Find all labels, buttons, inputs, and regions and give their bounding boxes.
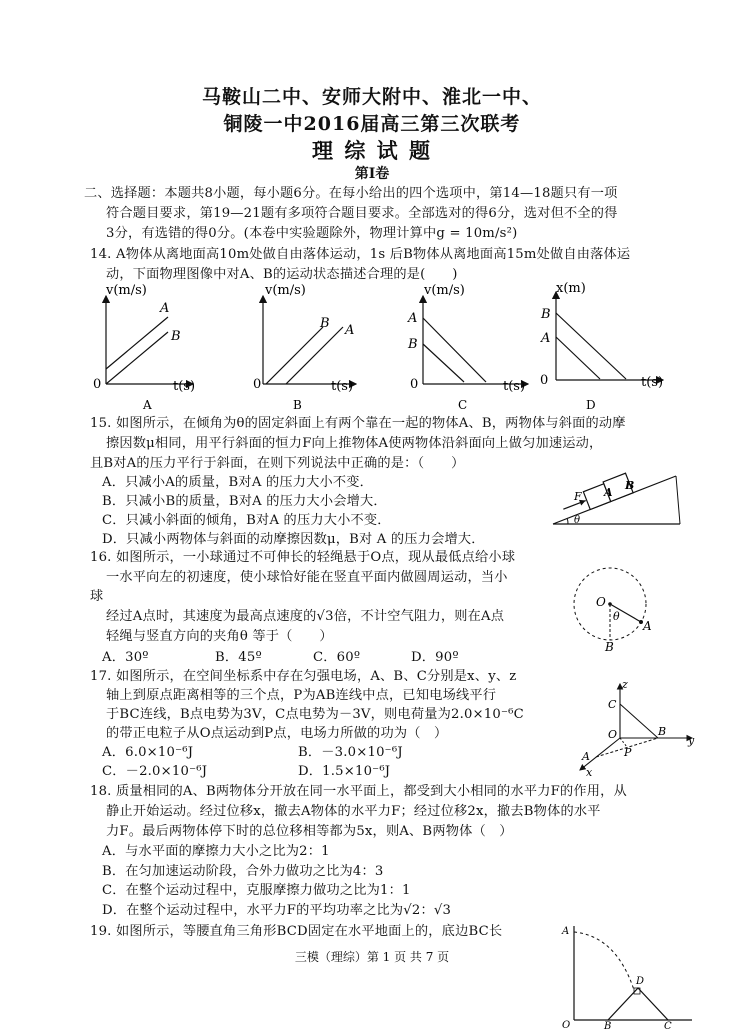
q16-fig-o: O bbox=[596, 595, 606, 609]
graph-a-origin: 0 bbox=[93, 377, 102, 392]
q15-line2: 擦因数μ相同，用平行斜面的恒力F向上推物体A使两物体沿斜面向上做匀加速运动， bbox=[106, 436, 603, 451]
q17-fig-p: P bbox=[624, 746, 632, 759]
q14-line1: 14. A物体从离地面高10m处做自由落体运动，1s 后B物体从离地面高15m处做自由落体运 bbox=[90, 247, 631, 262]
q16-fig-theta: θ bbox=[613, 610, 620, 623]
q16-fig-b: B bbox=[605, 640, 614, 652]
q15-option-c: C．只减小斜面的倾角，B对A 的压力大小不变． bbox=[102, 513, 391, 528]
q14-line2: 动，下面物理图像中对A、B的运动状态描述合理的是( ) bbox=[106, 267, 458, 282]
q18-option-a: A．与水平面的摩擦力大小之比为2：1 bbox=[102, 844, 330, 859]
q15-fig-a: A bbox=[604, 486, 613, 499]
graph-a-ylabel: v(m/s) bbox=[106, 283, 147, 298]
q16-line5: 轻绳与竖直方向的夹角θ 等于（ ） bbox=[106, 629, 333, 644]
q16-option-b: B．45º bbox=[215, 650, 262, 665]
q19-fig-d: D bbox=[636, 976, 645, 987]
graph-d-origin: 0 bbox=[540, 373, 549, 388]
graph-d-label-b: B bbox=[541, 307, 551, 322]
graph-a bbox=[93, 283, 195, 394]
graph-a-label-b: B bbox=[171, 329, 181, 344]
q19-fig-c: C bbox=[664, 1021, 672, 1030]
q17-fig-y: y bbox=[688, 734, 695, 747]
graph-b bbox=[253, 283, 356, 394]
graph-d-label-a: A bbox=[541, 331, 551, 346]
graph-b-label-a: A bbox=[345, 323, 355, 338]
graph-b-origin: 0 bbox=[253, 377, 262, 392]
q16-line3: 球 bbox=[90, 589, 104, 604]
q18-line1: 18. 质量相同的A、B两物体分开放在同一水平面上，都受到大小相同的水平力F的作用，从 bbox=[90, 784, 627, 799]
q17-axes-figure bbox=[570, 678, 700, 782]
q15-fig-theta: θ bbox=[574, 515, 581, 526]
exam-subject: 理 综 试 题 bbox=[312, 138, 432, 163]
exam-title-line1: 马鞍山二中、安师大附中、淮北一中、 bbox=[201, 86, 542, 108]
graph-b-ylabel: v(m/s) bbox=[265, 283, 306, 298]
q16-option-d: D．90º bbox=[411, 650, 459, 665]
graph-c-origin: 0 bbox=[410, 377, 419, 392]
q16-option-c: C．60º bbox=[313, 650, 361, 665]
graph-a-label-a: A bbox=[160, 301, 170, 316]
graph-caption-c: C bbox=[458, 398, 468, 412]
graph-d-xlabel: t(s) bbox=[641, 375, 664, 390]
q15-option-b: B．只减小B的质量，B对A 的压力大小会增大． bbox=[102, 494, 387, 509]
graph-c-label-b: B bbox=[408, 337, 418, 352]
q17-option-c: C．－2.0×10⁻⁶J bbox=[102, 764, 208, 779]
q16-circle-figure bbox=[565, 560, 665, 652]
section-line2: 符合题目要求，第19—21题有多项符合题目要求。全部选对的得6分，选对但不全的得 bbox=[106, 206, 618, 221]
q17-fig-c: C bbox=[608, 698, 617, 711]
graph-c-ylabel: v(m/s) bbox=[424, 283, 465, 298]
q16-line1: 16. 如图所示，一小球通过不可伸长的轻绳悬于O点，现从最低点给小球 bbox=[90, 550, 516, 565]
section-line3: 3分，有选错的得0分。(本卷中实验题除外，物理计算中g = 10m/s²) bbox=[106, 226, 518, 241]
q17-option-a: A．6.0×10⁻⁶J bbox=[102, 745, 194, 760]
q15-option-d: D．只减小两物体与斜面的动摩擦因数μ，B对 A 的压力会增大． bbox=[102, 532, 485, 547]
q16-fig-a: A bbox=[643, 619, 652, 633]
q15-fig-b: B bbox=[625, 479, 635, 492]
q17-line2: 轴上到原点距离相等的三个点，P为AB连线中点，已知电场线平行 bbox=[106, 688, 497, 703]
exam-volume: 第Ⅰ卷 bbox=[354, 166, 390, 182]
q14-graphs bbox=[88, 282, 688, 414]
q18-line3: 力F。最后两物体停下时的总位移相等都为5x，则A、B两物体（ ） bbox=[106, 824, 513, 839]
q17-fig-b: B bbox=[658, 725, 667, 738]
section-line1: 二、选择题：本题共8小题，每小题6分。在每小给出的四个选项中，第14—18题只有一项 bbox=[84, 186, 618, 201]
q19-triangle-figure bbox=[556, 924, 696, 1030]
q17-option-b: B．－3.0×10⁻⁶J bbox=[298, 745, 403, 760]
q17-fig-a: A bbox=[582, 750, 590, 763]
graph-c-label-a: A bbox=[408, 311, 418, 326]
graph-b-label-b: B bbox=[320, 316, 330, 331]
q15-incline-figure bbox=[548, 462, 688, 530]
q18-line2: 静止开始运动。经过位移x，撤去A物体的水平力F；经过位移2x，撤去B物体的水平 bbox=[106, 804, 601, 819]
q18-option-d: D．在整个运动过程中，水平力F的平均功率之比为√2：√3 bbox=[102, 903, 452, 918]
q19-fig-a: A bbox=[562, 926, 570, 937]
graph-caption-a: A bbox=[143, 398, 152, 412]
q15-line3: 且B对A的压力平行于斜面，在则下列说法中正确的是：（ ） bbox=[90, 456, 465, 471]
graph-d bbox=[540, 282, 663, 390]
q15-line1: 15. 如图所示，在倾角为θ的固定斜面上有两个靠在一起的物体A、B，两物体与斜面的动摩 bbox=[90, 416, 626, 431]
q19-line1: 19. 如图所示，等腰直角三角形BCD固定在水平地面上的，底边BC长 bbox=[90, 924, 503, 939]
q15-option-a: A．只减小A的质量，B对A 的压力大小不变． bbox=[102, 475, 374, 490]
q19-fig-b: B bbox=[604, 1021, 612, 1030]
q17-fig-z: z bbox=[622, 678, 628, 691]
q18-option-b: B．在匀加速运动阶段，合外力做功之比为4：3 bbox=[102, 864, 384, 879]
graph-d-ylabel: x(m) bbox=[556, 282, 586, 296]
q17-option-d: D．1.5×10⁻⁶J bbox=[298, 764, 391, 779]
graph-caption-b: B bbox=[293, 398, 302, 412]
q17-line4: 的带正电粒子从O点运动到P点，电场力所做的功为（ ） bbox=[106, 726, 448, 741]
graph-b-xlabel: t(s) bbox=[331, 379, 354, 394]
q15-fig-f: F bbox=[574, 490, 582, 503]
q16-option-a: A．30º bbox=[102, 650, 149, 665]
q16-line2: 一水平向左的初速度，使小球恰好能在竖直平面内做圆周运动，当小 bbox=[106, 570, 508, 585]
graph-c bbox=[407, 283, 528, 394]
q17-fig-x: x bbox=[586, 766, 593, 779]
q17-fig-o: O bbox=[608, 728, 618, 741]
graph-c-xlabel: t(s) bbox=[503, 379, 526, 394]
q18-option-c: C．在整个运动过程中，克服摩擦力做功之比为1：1 bbox=[102, 883, 411, 898]
graph-a-xlabel: t(s) bbox=[173, 379, 196, 394]
q17-line3: 于BC连线，B点电势为3V，C点电势为－3V，则电荷量为2.0×10⁻⁶C bbox=[106, 707, 524, 722]
page-footer: 三模（理综）第 1 页 共 7 页 bbox=[294, 950, 450, 964]
q16-line4: 经过A点时，其速度为最高点速度的√3倍，不计空气阻力，则在A点 bbox=[106, 609, 505, 624]
q19-fig-o: O bbox=[562, 1020, 571, 1030]
exam-title-line2: 铜陵一中2016届高三第三次联考 bbox=[223, 113, 521, 135]
graph-caption-d: D bbox=[586, 398, 596, 412]
q17-line1: 17. 如图所示，在空间坐标系中存在匀强电场，A、B、C分别是x、y、z bbox=[90, 669, 517, 684]
